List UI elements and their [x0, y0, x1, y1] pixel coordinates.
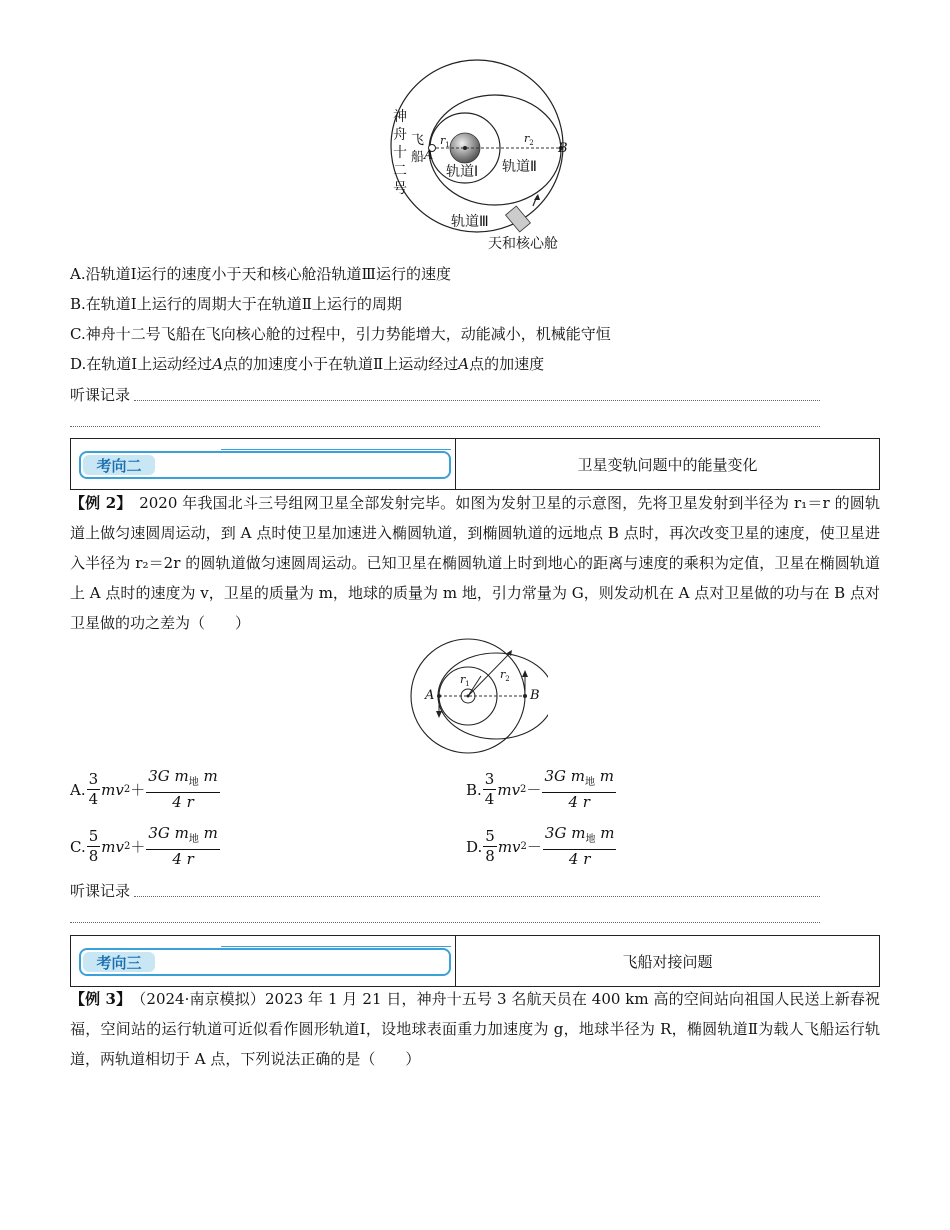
notes-line-2b[interactable] [70, 922, 820, 923]
notes-label-1: 听课记录 [70, 386, 131, 404]
section-header-2 [70, 438, 880, 490]
example-2-tag: 【例 2】 [70, 494, 125, 512]
fig1-core-label: 天和核心舱 [488, 236, 558, 252]
section-tag-2 [79, 451, 451, 479]
tag-arrow-line [221, 946, 451, 947]
section-tag-area-2 [71, 439, 456, 489]
fig1-orbit2-label: 轨道Ⅱ [502, 159, 537, 175]
section-tag-area-3 [71, 936, 456, 986]
fig1-orbit1-label: 轨道Ⅰ [446, 164, 479, 180]
q1-option-a: A.沿轨道Ⅰ运行的速度小于天和核心舱沿轨道Ⅲ运行的速度 [70, 265, 451, 283]
fig2-r2-label: $r_2$ [500, 668, 510, 684]
fig1-point-a: A [424, 148, 434, 163]
notes-line-1a[interactable] [134, 400, 820, 401]
example-3-source: （2024·南京模拟） [138, 990, 265, 1008]
q2-option-a: A. $\frac{3}{4}$ mv 2 ＋ $\frac{3G m_地 m}{4 r}$ [70, 767, 218, 811]
section-tag-3 [79, 948, 451, 976]
section-header-3 [70, 935, 880, 987]
q2-option-d: D. $\frac{5}{8}$ mv 2 － $\frac{3G m_地 m}{4 r}$ [466, 824, 615, 868]
tag-arrow-line [221, 449, 451, 450]
notes-line-1b[interactable] [70, 426, 820, 427]
fig2-point-b: B [530, 688, 540, 703]
notes-line-2a[interactable] [134, 896, 820, 897]
section-badge-2: 考向二 [83, 455, 155, 475]
section-title-3: 飞船对接问题 [622, 952, 713, 971]
section-title-2: 卫星变轨问题中的能量变化 [577, 455, 758, 474]
fig1-ship-label: 飞 船 [411, 133, 425, 165]
fig1-r1-label: $r_1$ [440, 134, 450, 150]
q2-option-b: B. $\frac{3}{4}$ mv 2 － $\frac{3G m_地 m}{4 r}$ [466, 767, 614, 811]
notes-label-2: 听课记录 [70, 882, 131, 900]
example-3-tag: 【例 3】 [70, 990, 124, 1008]
fig1-vertical-label: 神 舟 十 二 号 [393, 109, 407, 197]
fig1-orbit3-label: 轨道Ⅲ [451, 214, 489, 230]
section-badge-3: 考向三 [83, 952, 155, 972]
q1-option-c: C.神舟十二号飞船在飞向核心舱的过程中，引力势能增大，动能减小，机械能守恒 [70, 325, 611, 343]
fig2-point-a: A [425, 688, 435, 703]
example-3-text: 【例 3】 （2024·南京模拟）2023 年 1 月 21 日，神舟十五号 3 名航天员在 400 km 高的空间站向祖国人民送上新春祝福，空间站的运行轨道可近似看作圆形轨道Ⅰ，设地球表面重力加速度为 g，地球半径为 R，椭圆轨道Ⅱ为载人飞船运行轨道，两轨道相切于 A 点，下列说法正确的是（ ） [70, 990, 880, 1068]
fig1-point-b: B [558, 141, 568, 156]
fig1-r2-label: $r_2$ [524, 132, 534, 148]
q1-option-b: B.在轨道Ⅰ上运行的周期大于在轨道Ⅱ上运行的周期 [70, 295, 402, 313]
q1-option-d: D.在轨道Ⅰ上运动经过A点的加速度小于在轨道Ⅱ上运动经过A点的加速度 [70, 355, 545, 373]
fig2-r1-label: $r_1$ [460, 673, 470, 689]
example-2-text: 【例 2】 2020 年我国北斗三号组网卫星全部发射完毕。如图为发射卫星的示意图，先将卫星发射到半径为 r₁＝r 的圆轨道上做匀速圆周运动，到 A 点时使卫星加速进入椭圆轨道，到椭圆轨道的远地点 B 点时，再次改变卫星的速度，使卫星进入半径为 r₂＝2r 的圆轨道做匀速圆周运动。已知卫星在椭圆轨道上时到地心的距离与速度的乘积为定值，卫星在椭圆轨道上 A 点时的速度为 v，卫星的质量为 m，地球的质量为 m 地，引力常量为 G，则发动机在 A 点对卫星做的功与在 B 点对卫星做的功之差为（ ） [70, 494, 880, 632]
q2-option-c: C. $\frac{5}{8}$ mv 2 ＋ $\frac{3G m_地 m}{4 r}$ [70, 824, 218, 868]
